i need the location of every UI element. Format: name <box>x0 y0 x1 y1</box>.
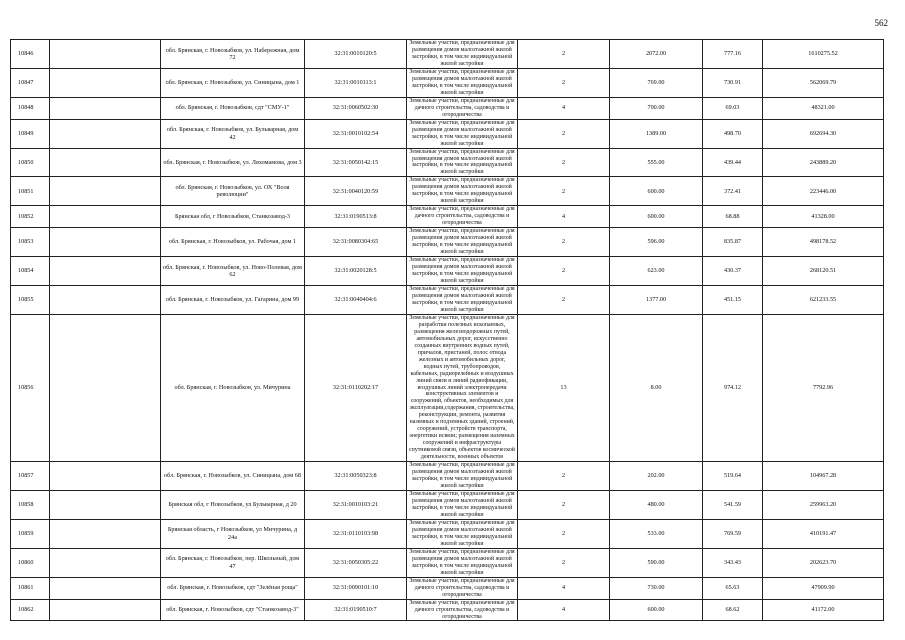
cadastral-value-table <box>10 39 884 621</box>
address-cell: обл. Брянская, г. Новозыбков, ул. Синицына, дом 68 <box>161 462 305 491</box>
cadastral-number-cell: 32:31:0040120:59 <box>305 177 407 206</box>
blank-cell <box>50 177 161 206</box>
area-cell: 480.00 <box>610 491 703 520</box>
land-use-cell: Земельные участки, предназначенные для разработки полезных ископаемых, размещения железнодорожных путей, автомобильных дорог, искусственно созданных внутренних водных путей, причалов, пристаней, полос отвода железных и автомобильных дорог, водных путей, трубопроводов, кабельных, радиорелейных и воздушных линий связи и линий радиофикации, воздушных линий электропередачи конструктивных элементов и сооружений, объектов, необходимых для эксплуатации,содержания, строительства, реконструкции, ремонта, развития наземных и подземных зданий, строений, сооружений, устройств транспорта, энергетики исвязи; размещения наземных сооружений и инфраструктуры спутниковой связи, объектов космической деятельности, военных объектов <box>407 314 518 461</box>
group-cell: 2 <box>518 548 610 577</box>
specific-value-cell: 777.16 <box>703 40 763 69</box>
cadastral-number-cell: 32:31:0050142:15 <box>305 148 407 177</box>
table-row <box>11 519 884 548</box>
group-cell: 4 <box>518 577 610 599</box>
area-cell: 8.00 <box>610 314 703 461</box>
address-cell: обл. Брянская, г. Новозыбков, пер. Школьный, дом 47 <box>161 548 305 577</box>
blank-cell <box>50 257 161 286</box>
address-cell: Брянская обл, г Новозыбков, Станкозавод-3 <box>161 206 305 228</box>
specific-value-cell: 451.15 <box>703 285 763 314</box>
area-cell: 1389.00 <box>610 119 703 148</box>
address-cell: обл. Брянская, г. Новозыбков, ул. Синицына, дом 1 <box>161 68 305 97</box>
specific-value-cell: 430.37 <box>703 257 763 286</box>
cadastral-number-cell: 32:31:0050305:22 <box>305 548 407 577</box>
area-cell: 596.00 <box>610 228 703 257</box>
cadastral-value-cell: 7792.96 <box>763 314 884 461</box>
cadastral-value-cell: 268120.51 <box>763 257 884 286</box>
group-cell: 4 <box>518 599 610 621</box>
row-number-cell: 10857 <box>11 462 50 491</box>
row-number-cell: 10859 <box>11 519 50 548</box>
table-row <box>11 148 884 177</box>
cadastral-value-cell: 223446.00 <box>763 177 884 206</box>
cadastral-number-cell: 32:31:0020128:5 <box>305 257 407 286</box>
address-cell: обл. Брянская, г. Новозыбков, ул. Ново-Полевая, дом 62 <box>161 257 305 286</box>
table-row <box>11 462 884 491</box>
cadastral-value-cell: 259963.20 <box>763 491 884 520</box>
specific-value-cell: 343.43 <box>703 548 763 577</box>
group-cell: 2 <box>518 462 610 491</box>
row-number-cell: 10855 <box>11 285 50 314</box>
blank-cell <box>50 462 161 491</box>
address-cell: обл. Брянская, г. Новозыбков, сдт "Зелёная роща" <box>161 577 305 599</box>
blank-cell <box>50 119 161 148</box>
area-cell: 533.00 <box>610 519 703 548</box>
table-row <box>11 257 884 286</box>
land-use-cell: Земельные участки, предназначенные для размещения домов малоэтажной жилой застройки, в том числе индивидуальной жилой застройки <box>407 548 518 577</box>
cadastral-number-cell: 32:31:0010113:1 <box>305 68 407 97</box>
specific-value-cell: 835.87 <box>703 228 763 257</box>
row-number-cell: 10854 <box>11 257 50 286</box>
group-cell: 4 <box>518 97 610 119</box>
address-cell: обл. Брянская, г. Новозыбков, ул. Рабочая, дом 1 <box>161 228 305 257</box>
table-row <box>11 97 884 119</box>
blank-cell <box>50 599 161 621</box>
group-cell: 2 <box>518 519 610 548</box>
table-row <box>11 285 884 314</box>
area-cell: 730.00 <box>610 577 703 599</box>
cadastral-number-cell: 32:31:0190510:7 <box>305 599 407 621</box>
specific-value-cell: 68.88 <box>703 206 763 228</box>
specific-value-cell: 730.91 <box>703 68 763 97</box>
address-cell: обл. Брянская, г. Новозыбков, ул. Ляхомамова, дом 3 <box>161 148 305 177</box>
cadastral-number-cell: 32:31:0040404:6 <box>305 285 407 314</box>
address-cell: обл. Брянская, г. Новозыбков, сдт "Станкозавод-3" <box>161 599 305 621</box>
specific-value-cell: 498.70 <box>703 119 763 148</box>
table-row <box>11 599 884 621</box>
land-use-cell: Земельные участки, предназначенные для дачного строительства, садоводства и огородничества <box>407 97 518 119</box>
group-cell: 2 <box>518 148 610 177</box>
table-row <box>11 228 884 257</box>
row-number-cell: 10848 <box>11 97 50 119</box>
land-use-cell: Земельные участки, предназначенные для размещения домов малоэтажной жилой застройки, в том числе индивидуальной жилой застройки <box>407 519 518 548</box>
cadastral-number-cell: 32:31:0010102:54 <box>305 119 407 148</box>
blank-cell <box>50 491 161 520</box>
area-cell: 700.00 <box>610 97 703 119</box>
cadastral-value-cell: 498178.52 <box>763 228 884 257</box>
row-number-cell: 10851 <box>11 177 50 206</box>
blank-cell <box>50 519 161 548</box>
group-cell: 2 <box>518 491 610 520</box>
cadastral-value-cell: 562069.79 <box>763 68 884 97</box>
address-cell: обл. Брянская, г. Новозыбков, ул. Набережная, дом 72 <box>161 40 305 69</box>
table-row <box>11 177 884 206</box>
blank-cell <box>50 285 161 314</box>
specific-value-cell: 439.44 <box>703 148 763 177</box>
land-use-cell: Земельные участки, предназначенные для размещения домов малоэтажной жилой застройки, в том числе индивидуальной жилой застройки <box>407 462 518 491</box>
land-use-cell: Земельные участки, предназначенные для размещения домов малоэтажной жилой застройки, в том числе индивидуальной жилой застройки <box>407 285 518 314</box>
area-cell: 769.00 <box>610 68 703 97</box>
blank-cell <box>50 577 161 599</box>
group-cell: 2 <box>518 68 610 97</box>
table-row <box>11 40 884 69</box>
group-cell: 2 <box>518 119 610 148</box>
cadastral-number-cell: 32:31:0090101:10 <box>305 577 407 599</box>
specific-value-cell: 69.03 <box>703 97 763 119</box>
cadastral-value-cell: 692694.30 <box>763 119 884 148</box>
address-cell: обл. Брянская, г. Новозыбков, ул. Мичурина <box>161 314 305 461</box>
blank-cell <box>50 228 161 257</box>
cadastral-number-cell: 32:31:0010103:21 <box>305 491 407 520</box>
row-number-cell: 10847 <box>11 68 50 97</box>
cadastral-number-cell: 32:31:0050323:8 <box>305 462 407 491</box>
land-use-cell: Земельные участки, предназначенные для размещения домов малоэтажной жилой застройки, в том числе индивидуальной жилой застройки <box>407 119 518 148</box>
cadastral-number-cell: 32:31:0110103:98 <box>305 519 407 548</box>
group-cell: 2 <box>518 40 610 69</box>
group-cell: 2 <box>518 228 610 257</box>
address-cell: обл. Брянская, г. Новозыбков, ул. Бульварная, дом 42 <box>161 119 305 148</box>
cadastral-number-cell: 32:31:0190513:8 <box>305 206 407 228</box>
row-number-cell: 10849 <box>11 119 50 148</box>
cadastral-value-cell: 243889.20 <box>763 148 884 177</box>
cadastral-value-cell: 202623.70 <box>763 548 884 577</box>
cadastral-value-cell: 104967.28 <box>763 462 884 491</box>
land-use-cell: Земельные участки, предназначенные для дачного строительства, садоводства и огородничества <box>407 206 518 228</box>
table-row <box>11 206 884 228</box>
area-cell: 1377.00 <box>610 285 703 314</box>
cadastral-number-cell: 32:31:0010120:5 <box>305 40 407 69</box>
group-cell: 2 <box>518 285 610 314</box>
land-use-cell: Земельные участки, предназначенные для размещения домов малоэтажной жилой застройки, в том числе индивидуальной жилой застройки <box>407 68 518 97</box>
area-cell: 600.00 <box>610 599 703 621</box>
table-row <box>11 68 884 97</box>
address-cell: обл. Брянская, г. Новозыбков, сдт "СМУ-1" <box>161 97 305 119</box>
land-use-cell: Земельные участки, предназначенные для дачного строительства, садоводства и огородничества <box>407 577 518 599</box>
row-number-cell: 10858 <box>11 491 50 520</box>
blank-cell <box>50 97 161 119</box>
area-cell: 555.00 <box>610 148 703 177</box>
cadastral-value-cell: 41328.00 <box>763 206 884 228</box>
area-cell: 202.00 <box>610 462 703 491</box>
cadastral-value-cell: 48321.00 <box>763 97 884 119</box>
table-row <box>11 119 884 148</box>
row-number-cell: 10860 <box>11 548 50 577</box>
land-use-cell: Земельные участки, предназначенные для размещения домов малоэтажной жилой застройки, в том числе индивидуальной жилой застройки <box>407 40 518 69</box>
row-number-cell: 10853 <box>11 228 50 257</box>
cadastral-number-cell: 32:31:0060502:30 <box>305 97 407 119</box>
table-row <box>11 577 884 599</box>
address-cell: Брянская обл, г Новозыбков, ул Бульварная, д 20 <box>161 491 305 520</box>
blank-cell <box>50 148 161 177</box>
address-cell: Брянская область, г Новозыбков, ул Мичурина, д 24а <box>161 519 305 548</box>
specific-value-cell: 68.62 <box>703 599 763 621</box>
specific-value-cell: 769.59 <box>703 519 763 548</box>
row-number-cell: 10846 <box>11 40 50 69</box>
area-cell: 600.00 <box>610 206 703 228</box>
page-number: 562 <box>874 18 888 28</box>
area-cell: 2072.00 <box>610 40 703 69</box>
area-cell: 623.00 <box>610 257 703 286</box>
cadastral-number-cell: 32:31:0080304:65 <box>305 228 407 257</box>
group-cell: 13 <box>518 314 610 461</box>
blank-cell <box>50 206 161 228</box>
cadastral-value-cell: 47909.90 <box>763 577 884 599</box>
cadastral-value-cell: 1610275.52 <box>763 40 884 69</box>
specific-value-cell: 519.64 <box>703 462 763 491</box>
specific-value-cell: 541.59 <box>703 491 763 520</box>
land-use-cell: Земельные участки, предназначенные для размещения домов малоэтажной жилой застройки, в том числе индивидуальной жилой застройки <box>407 491 518 520</box>
land-use-cell: Земельные участки, предназначенные для дачного строительства, садоводства и огородничества <box>407 599 518 621</box>
cadastral-value-cell: 41172.00 <box>763 599 884 621</box>
table-row <box>11 491 884 520</box>
cadastral-number-cell: 32:31:0110202:17 <box>305 314 407 461</box>
blank-cell <box>50 314 161 461</box>
area-cell: 590.00 <box>610 548 703 577</box>
specific-value-cell: 372.41 <box>703 177 763 206</box>
group-cell: 2 <box>518 177 610 206</box>
table-row <box>11 548 884 577</box>
specific-value-cell: 974.12 <box>703 314 763 461</box>
blank-cell <box>50 548 161 577</box>
land-use-cell: Земельные участки, предназначенные для размещения домов малоэтажной жилой застройки, в том числе индивидуальной жилой застройки <box>407 148 518 177</box>
blank-cell <box>50 40 161 69</box>
address-cell: обл. Брянская, г. Новозыбков, ул. Гагарина, дом 99 <box>161 285 305 314</box>
table-row <box>11 314 884 461</box>
row-number-cell: 10862 <box>11 599 50 621</box>
cadastral-value-cell: 410191.47 <box>763 519 884 548</box>
row-number-cell: 10852 <box>11 206 50 228</box>
blank-cell <box>50 68 161 97</box>
row-number-cell: 10856 <box>11 314 50 461</box>
group-cell: 2 <box>518 257 610 286</box>
area-cell: 600.00 <box>610 177 703 206</box>
land-use-cell: Земельные участки, предназначенные для размещения домов малоэтажной жилой застройки, в том числе индивидуальной жилой застройки <box>407 177 518 206</box>
cadastral-value-cell: 621233.55 <box>763 285 884 314</box>
land-use-cell: Земельные участки, предназначенные для размещения домов малоэтажной жилой застройки, в том числе индивидуальной жилой застройки <box>407 228 518 257</box>
row-number-cell: 10861 <box>11 577 50 599</box>
land-use-cell: Земельные участки, предназначенные для размещения домов малоэтажной жилой застройки, в том числе индивидуальной жилой застройки <box>407 257 518 286</box>
specific-value-cell: 65.63 <box>703 577 763 599</box>
row-number-cell: 10850 <box>11 148 50 177</box>
group-cell: 4 <box>518 206 610 228</box>
address-cell: обл. Брянская, г. Новозыбков, ул. ОХ "Воля революции" <box>161 177 305 206</box>
